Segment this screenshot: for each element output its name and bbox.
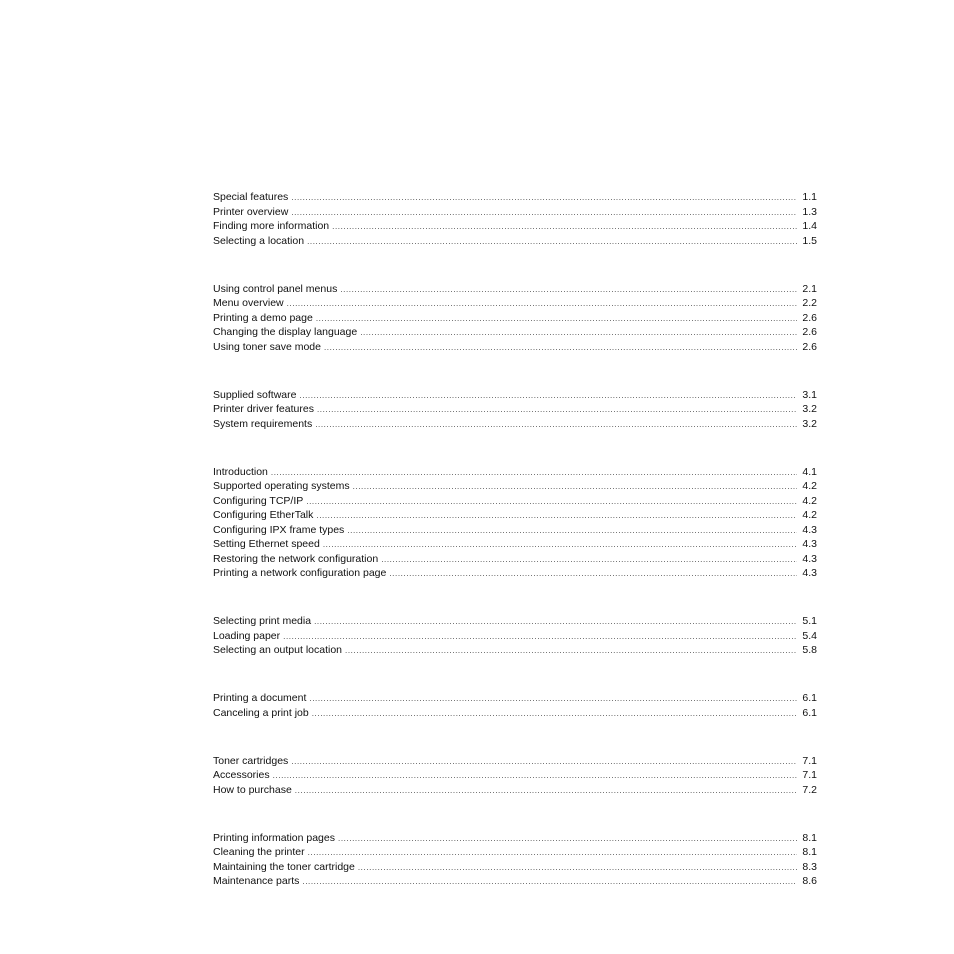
toc-entry-title: Restoring the network configuration (213, 552, 379, 565)
toc-entry-title: Finding more information (213, 220, 330, 232)
toc-entry[interactable] (213, 566, 817, 581)
toc-entry-title: Using control panel menus (213, 282, 338, 295)
dot-leader (316, 312, 798, 327)
toc-entry-page: 3.2 (802, 403, 817, 415)
toc-entry-page: 2.2 (802, 297, 817, 309)
toc-entry[interactable] (213, 754, 817, 769)
toc-entry-title: System requirements (213, 417, 313, 430)
toc-entry-page: 5.1 (802, 615, 817, 627)
toc-entry[interactable] (213, 282, 817, 297)
toc-section (213, 754, 817, 798)
toc-entry-title: Maintenance parts (213, 875, 300, 887)
toc-entry-page: 4.2 (802, 494, 817, 507)
toc-entry-title: Menu overview (213, 297, 284, 309)
toc-entry[interactable] (213, 402, 817, 417)
toc-entry-page: 1.4 (802, 220, 817, 232)
toc-entry-title: Using toner save mode (213, 340, 321, 353)
toc-entry-page: 1.3 (802, 205, 817, 218)
toc-entry-title: Printing a network configuration page (213, 567, 387, 579)
dot-leader (316, 509, 797, 524)
toc-entry-page: 4.3 (802, 523, 817, 536)
toc-entry[interactable] (213, 629, 817, 644)
dot-leader (299, 389, 797, 404)
dot-leader (338, 832, 797, 847)
toc-entry-page: 4.2 (802, 480, 817, 492)
toc-entry-title: Configuring IPX frame types (213, 523, 345, 536)
toc-section (213, 282, 817, 355)
toc-entry-page: 2.6 (802, 340, 817, 353)
toc-entry[interactable] (213, 190, 817, 205)
toc-entry[interactable] (213, 234, 817, 249)
toc-entry[interactable] (213, 845, 817, 860)
toc-entry-page: 1.1 (802, 191, 817, 203)
toc-entry-title: Printer overview (213, 205, 289, 218)
dot-leader (360, 326, 797, 341)
toc-entry-title: Supplied software (213, 388, 297, 401)
toc-entry[interactable] (213, 643, 817, 658)
toc-entry-page: 6.1 (802, 692, 817, 704)
toc-entry-page: 1.5 (802, 234, 817, 247)
toc-entry-title: Configuring EtherTalk (213, 509, 314, 521)
toc-entry-page: 8.1 (802, 831, 817, 844)
dot-leader (309, 692, 797, 707)
toc-entry-title: Selecting print media (213, 615, 312, 627)
toc-entry[interactable] (213, 552, 817, 567)
dot-leader (347, 524, 797, 539)
toc-entry[interactable] (213, 296, 817, 311)
dot-leader (291, 755, 797, 770)
toc-entry-title: Maintaining the toner cartridge (213, 860, 355, 873)
toc-entry-page: 2.6 (802, 326, 817, 338)
toc-entry[interactable] (213, 479, 817, 494)
toc-entry[interactable] (213, 691, 817, 706)
toc-entry[interactable] (213, 537, 817, 552)
toc-entry-page: 4.1 (802, 465, 817, 478)
dot-leader (283, 630, 797, 645)
toc-entry[interactable] (213, 783, 817, 798)
toc-section (213, 614, 817, 658)
toc-entry-page: 6.1 (802, 706, 817, 719)
dot-leader (345, 644, 797, 659)
toc-section (213, 831, 817, 889)
toc-entry-title: Changing the display language (213, 326, 358, 338)
toc-entry-title: Selecting an output location (213, 644, 343, 656)
toc-entry-page: 7.1 (802, 754, 817, 767)
dot-leader (358, 861, 798, 876)
toc-entry[interactable] (213, 325, 817, 340)
toc-entry[interactable] (213, 311, 817, 326)
toc-entry-page: 2.6 (802, 311, 817, 324)
toc-entry[interactable] (213, 340, 817, 355)
toc-entry-title: Accessories (213, 769, 270, 781)
table-of-contents (213, 190, 817, 922)
toc-entry-page: 7.2 (802, 783, 817, 796)
toc-entry-title: Introduction (213, 465, 268, 478)
dot-leader (306, 495, 797, 510)
toc-entry-page: 4.3 (802, 552, 817, 565)
toc-entry[interactable] (213, 831, 817, 846)
dot-leader (302, 875, 797, 890)
toc-entry[interactable] (213, 388, 817, 403)
toc-entry-title: How to purchase (213, 783, 292, 796)
dot-leader (271, 466, 798, 481)
toc-entry[interactable] (213, 465, 817, 480)
toc-section (213, 190, 817, 248)
toc-entry-page: 8.1 (802, 846, 817, 858)
toc-entry-page: 3.1 (802, 388, 817, 401)
toc-entry[interactable] (213, 494, 817, 509)
toc-entry[interactable] (213, 205, 817, 220)
dot-leader (315, 418, 797, 433)
toc-entry-page: 3.2 (802, 417, 817, 430)
toc-section (213, 465, 817, 581)
toc-entry-title: Printer driver features (213, 403, 314, 415)
toc-entry[interactable] (213, 768, 817, 783)
dot-leader (312, 707, 798, 722)
dot-leader (291, 206, 797, 221)
dot-leader (291, 191, 797, 206)
dot-leader (287, 297, 798, 312)
dot-leader (307, 235, 797, 250)
toc-entry[interactable] (213, 508, 817, 523)
toc-entry[interactable] (213, 523, 817, 538)
toc-entry-page: 4.3 (802, 538, 817, 550)
toc-entry[interactable] (213, 706, 817, 721)
dot-leader (308, 846, 798, 861)
toc-entry-title: Printing a demo page (213, 311, 313, 324)
toc-entry-page: 5.8 (802, 644, 817, 656)
toc-entry-title: Configuring TCP/IP (213, 494, 304, 507)
toc-entry-page: 4.3 (802, 567, 817, 579)
toc-entry-page: 7.1 (802, 769, 817, 781)
toc-entry[interactable] (213, 219, 817, 234)
toc-entry[interactable] (213, 614, 817, 629)
dot-leader (317, 403, 797, 418)
toc-section (213, 691, 817, 720)
dot-leader (295, 784, 798, 799)
toc-entry-title: Loading paper (213, 629, 281, 642)
toc-entry-title: Printing information pages (213, 831, 335, 844)
toc-entry-title: Canceling a print job (213, 706, 309, 719)
dot-leader (332, 220, 797, 235)
dot-leader (314, 615, 797, 630)
toc-entry-title: Special features (213, 191, 289, 203)
dot-leader (389, 567, 797, 582)
dot-leader (323, 538, 798, 553)
toc-entry-page: 8.6 (802, 875, 817, 887)
toc-entry-page: 5.4 (802, 629, 817, 642)
toc-entry-title: Toner cartridges (213, 754, 289, 767)
toc-entry[interactable] (213, 874, 817, 889)
toc-entry-title: Selecting a location (213, 234, 305, 247)
toc-entry-page: 4.2 (802, 509, 817, 521)
dot-leader (353, 480, 798, 495)
toc-entry[interactable] (213, 860, 817, 875)
toc-entry-title: Supported operating systems (213, 480, 350, 492)
dot-leader (324, 341, 797, 356)
toc-entry-title: Setting Ethernet speed (213, 538, 320, 550)
toc-entry-title: Cleaning the printer (213, 846, 305, 858)
dot-leader (340, 283, 797, 298)
toc-entry-page: 2.1 (802, 282, 817, 295)
toc-entry-title: Printing a document (213, 692, 307, 704)
dot-leader (381, 553, 797, 568)
toc-entry[interactable] (213, 417, 817, 432)
dot-leader (273, 769, 798, 784)
toc-entry-page: 8.3 (802, 860, 817, 873)
toc-section (213, 388, 817, 432)
